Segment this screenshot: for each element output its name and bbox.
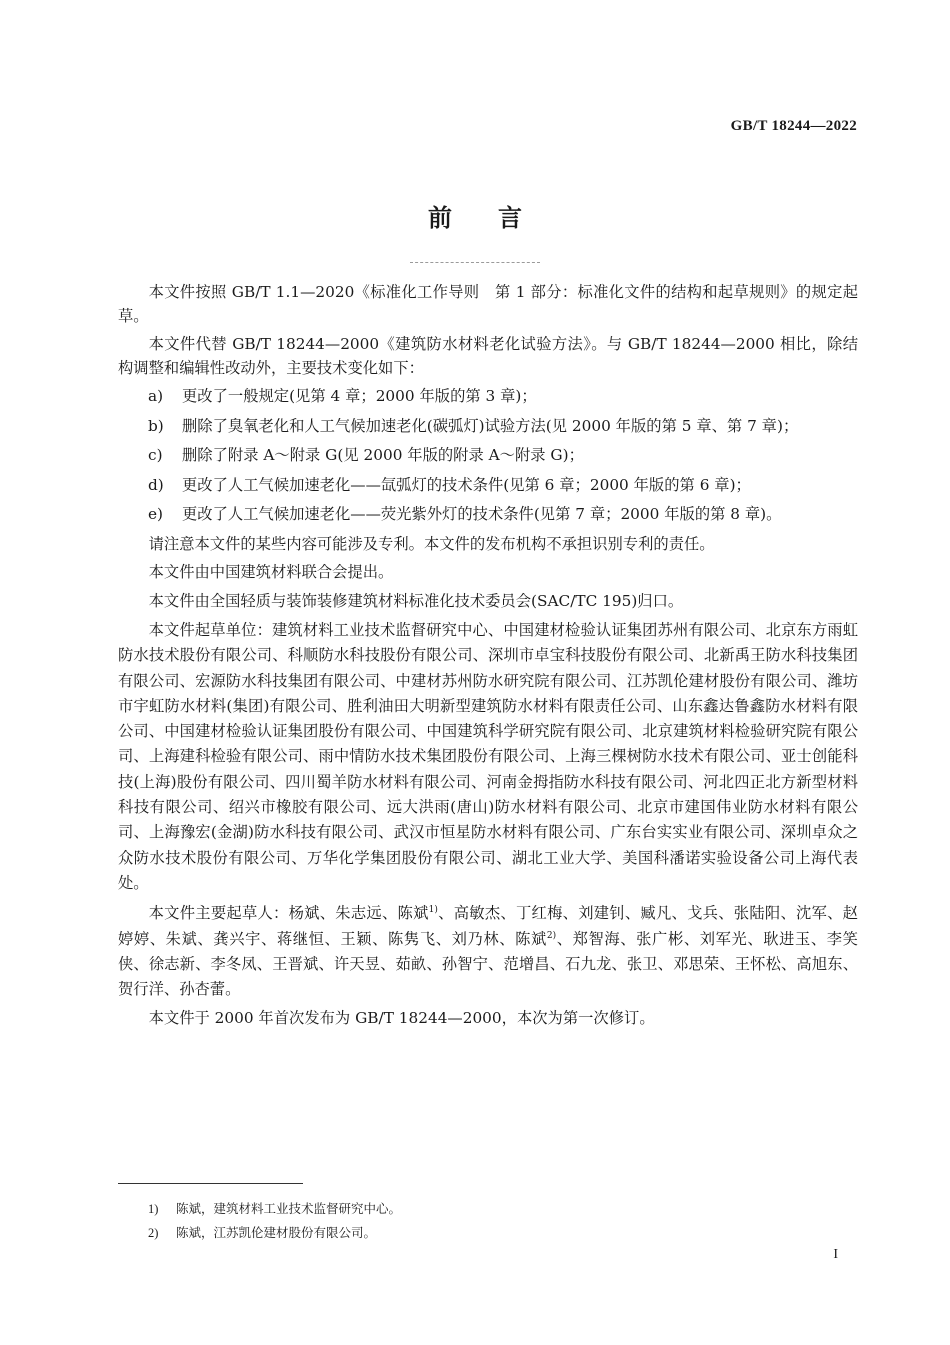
drafters-text-part1: 本文件主要起草人：杨斌、朱志远、陈斌 [148,904,429,923]
footnote-marker: 1) [148,1202,159,1216]
list-item [118,474,858,498]
paragraph-drafting-rules: 本文件按照 GB/T 1.1—2020《标准化工作导则 第 1 部分：标准化文件的结构和起草规则》的规定起草。 [118,283,858,325]
paragraph-technical-committee: 本文件由全国轻质与装饰装修建筑材料标准化技术委员会(SAC/TC 195)归口。 [148,591,684,610]
list-item-text: 删除了附录 A～附录 G(见 2000 年版的附录 A～附录 G)； [182,446,584,464]
footnote-text: 陈斌，江苏凯伦建材股份有限公司。 [176,1225,377,1240]
list-item [118,385,858,409]
page-title: 前言 [428,203,568,232]
paragraph-proposer: 本文件由中国建筑材料联合会提出。 [148,563,394,581]
list-marker: a) [148,387,164,405]
footnote-ref-2: 2) [546,930,557,941]
footnote-item [148,1221,401,1245]
list-marker: c) [148,446,163,464]
footnote-item [148,1197,401,1221]
drafters-text-part3: 、郑智海、张广彬、刘军光、耿进玉、李笑侠、徐志新、李冬凤、王晋斌、许天昱、茹畝、孙智宁、范增昌、石九龙、张卫、邓思荣、王怀松、高旭东、贺行洋、孙杏蕾。 [118,929,858,999]
title-divider [410,262,540,263]
footnote-text: 陈斌，建筑材料工业技术监督研究中心。 [176,1201,402,1216]
paragraph-revision-history: 本文件于 2000 年首次发布为 GB/T 18244—2000，本次为第一次修订。 [148,1009,655,1028]
list-marker: b) [148,416,164,435]
page-number: I [833,1247,838,1262]
footnote-ref-1: 1) [428,905,438,916]
drafters-text-part2: 、高敏杰、丁红梅、刘建钊、臧凡、戈兵、张陆阳、沈军、赵婷婷、朱斌、龚兴宇、蒋继恒、王颖、陈隽飞、刘乃林、陈斌 [118,904,858,948]
paragraph-patent-notice: 请注意本文件的某些内容可能涉及专利。本文件的发布机构不承担识别专利的责任。 [148,534,715,553]
standard-code: GB/T 18244—2022 [730,118,857,134]
list-item [118,444,858,468]
list-item [118,503,858,527]
list-marker: e) [148,505,164,523]
footnotes [148,1197,401,1245]
list-item-text: 更改了人工气候加速老化——氙弧灯的技术条件(见第 6 章；2000 年版的第 6 章)； [182,475,751,494]
list-item [118,415,858,439]
list-item-text: 更改了人工气候加速老化——荧光紫外灯的技术条件(见第 7 章；2000 年版的第 8 章)。 [182,505,782,523]
list-item-text: 更改了一般规定(见第 4 章；2000 年版的第 3 章)； [182,387,537,405]
list-marker: d) [148,475,164,494]
list-item-text: 删除了臭氧老化和人工气候加速老化(碳弧灯)试验方法(见 2000 年版的第 5 章、第 7 章)； [182,416,799,435]
paragraph-replacement: 本文件代替 GB/T 18244—2000《建筑防水材料老化试验方法》。与 GB/T 18244—2000 相比，除结构调整和编辑性改动外，主要技术变化如下： [118,335,858,377]
paragraph-drafting-units: 本文件起草单位：建筑材料工业技术监督研究中心、中国建材检验认证集团苏州有限公司、北京东方雨虹防水技术股份有限公司、科顺防水科技股份有限公司、深圳市卓宝科技股份有限公司、北新禹王防水科技集团有限公司、宏源防水科技集团有限公司、中建材苏州防水研究院有限公司、江苏凯伦建材股份有限公司、潍坊市宇虹防水材料(集团)有限公司、胜利油田大明新型建筑防水材料有限责任公司、山东鑫达鲁鑫防水材料有限公司、中国建材检验认证集团股份有限公司、中国建筑科学研究院有限公司、北京建筑材料检验研究院有限公司、上海建科检验有限公司、雨中情防水技术集团股份有限公司、上海三棵树防水技术有限公司、亚士创能科技(上海)股份有限公司、四川蜀羊防水材料有限公司、河南金拇指防水科技有限公司、河北四正北方新型材料科技有限公司、绍兴市橡胶有限公司、远大洪雨(唐山)防水材料有限公司、北京市建国伟业防水材料有限公司、上海豫宏(金湖)防水科技有限公司、武汉市恒星防水材料有限公司、广东台实实业有限公司、深圳卓众之众防水技术股份有限公司、万华化学集团股份有限公司、湖北工业大学、美国科潘诺实验设备公司上海代表处。 [118,621,858,892]
footnote-marker: 2) [148,1226,159,1240]
foreword-body [118,281,858,1036]
footnote-divider [118,1183,303,1184]
paragraph-drafters [118,901,858,1002]
